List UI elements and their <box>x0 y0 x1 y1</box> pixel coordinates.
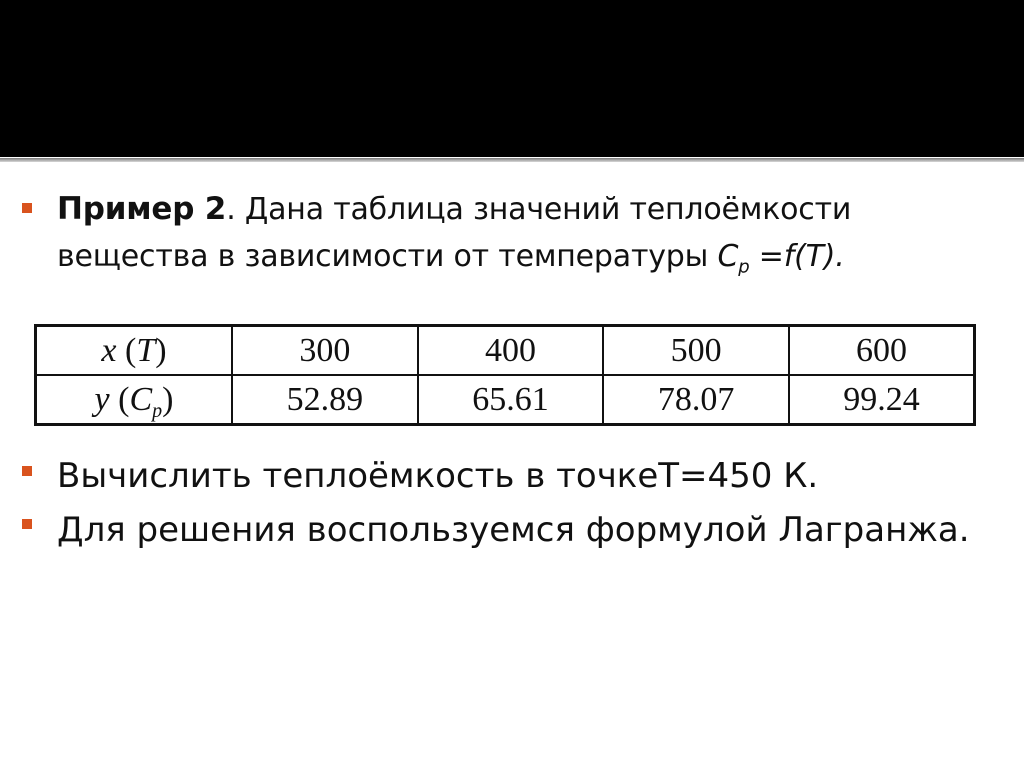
example-label-punctuation: . <box>226 192 236 227</box>
method-bullet-marker <box>22 519 32 529</box>
heat-capacity-symbol: C <box>129 380 153 418</box>
heat-capacity-table <box>34 324 976 426</box>
heat-capacity-value-cell: 78.07 <box>603 375 789 425</box>
example-description: Дана таблица значений теплоёмкости вещества в зависимости от температуры <box>57 192 852 274</box>
y-close-paren: ) <box>162 380 174 418</box>
temperature-value-cell: 600 <box>789 326 975 376</box>
formula-subscript: p <box>738 256 750 278</box>
heat-capacity-value-cell: 99.24 <box>789 375 975 425</box>
heat-capacity-table-container <box>34 324 976 422</box>
row-label-cell <box>36 375 233 425</box>
heat-capacity-value-cell: 52.89 <box>232 375 418 425</box>
temperature-value-cell: 300 <box>232 326 418 376</box>
heat-capacity-subscript: p <box>152 399 163 422</box>
formula-rest: =f(T). <box>749 239 845 274</box>
method-paragraph: Для решения воспользуемся формулой Лагранжа. <box>57 510 970 550</box>
slide-header-band <box>0 0 1024 157</box>
x-open-paren: ( <box>116 331 137 369</box>
x-close-paren: ) <box>155 331 167 369</box>
heat-capacity-formula <box>717 239 845 278</box>
y-open-paren: ( <box>109 380 130 418</box>
temperature-value-cell: 400 <box>418 326 604 376</box>
x-label: x <box>101 331 117 369</box>
header-divider <box>0 158 1024 162</box>
temperature-value-cell: 500 <box>603 326 789 376</box>
y-label: y <box>94 380 110 418</box>
task-bullet-marker <box>22 466 32 476</box>
example-bullet-marker <box>22 203 32 213</box>
row-label-cell <box>36 326 233 376</box>
formula-symbol: C <box>717 239 739 274</box>
temperature-row <box>36 326 975 376</box>
example-paragraph <box>57 186 987 280</box>
heat-capacity-value-cell: 65.61 <box>418 375 604 425</box>
temperature-symbol: T <box>136 331 156 369</box>
heat-capacity-row <box>36 375 975 425</box>
example-label: Пример 2 <box>57 191 227 227</box>
task-paragraph: Вычислить теплоёмкость в точкеТ=450 К. <box>57 456 819 496</box>
